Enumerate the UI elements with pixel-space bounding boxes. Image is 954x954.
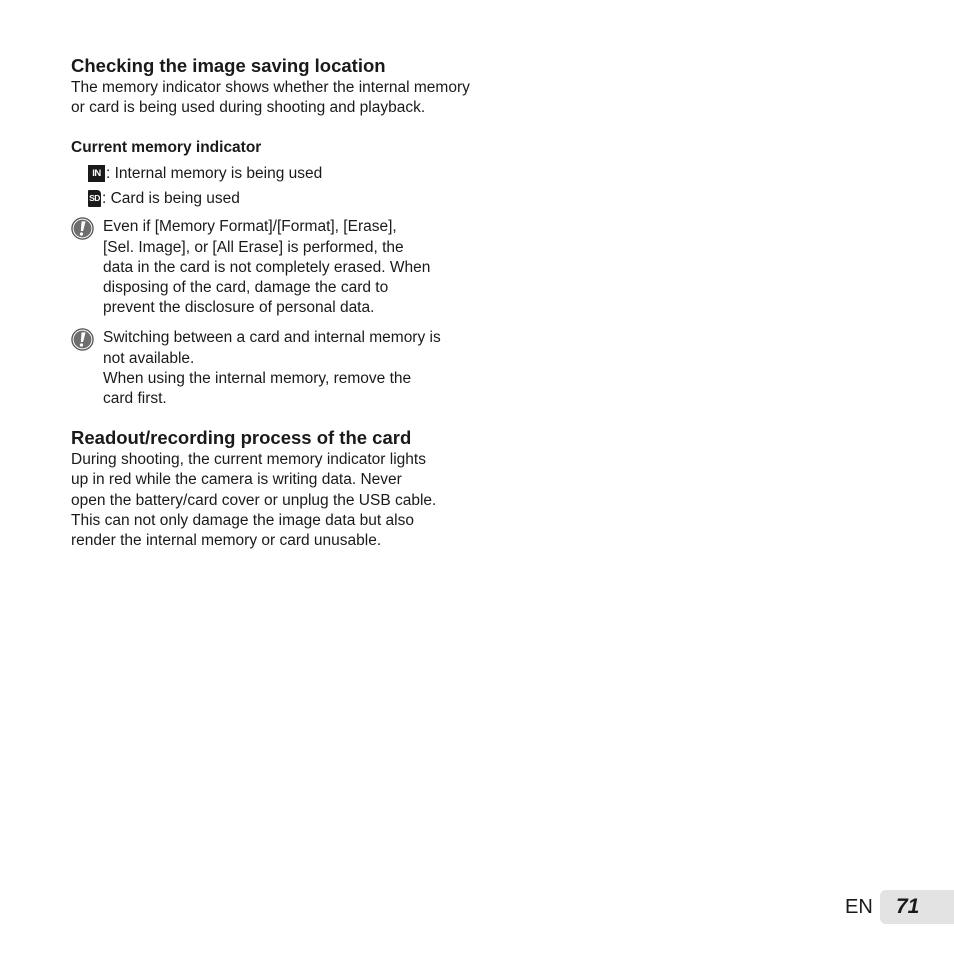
sd-card-icon: SD: [88, 190, 101, 207]
section-title-readout: Readout/recording process of the card: [71, 427, 412, 449]
note-line: not available.: [103, 349, 195, 367]
note-line: Even if [Memory Format]/[Format], [Erase],: [103, 218, 397, 236]
note-line: card first.: [103, 390, 167, 408]
note-line: data in the card is not completely erased. When: [103, 258, 431, 276]
indicator-heading: Current memory indicator: [71, 139, 262, 157]
page-number-tab: [880, 890, 954, 924]
body-line: open the battery/card cover or unplug the USB cable.: [71, 491, 437, 509]
note-switching: [71, 328, 481, 409]
note-line: Switching between a card and internal memory is: [103, 329, 441, 347]
indicator-text-internal: : Internal memory is being used: [106, 165, 323, 183]
note-switching-text: [103, 328, 481, 409]
body-line: up in red while the camera is writing data. Never: [71, 471, 402, 489]
body-line: render the internal memory or card unusable.: [71, 532, 382, 550]
caution-icon: [71, 328, 94, 351]
section-intro: [71, 78, 481, 118]
note-line: disposing of the card, damage the card to: [103, 279, 389, 297]
page-number: 71: [896, 895, 920, 918]
note-erase-text: [103, 217, 481, 318]
language-label: EN: [845, 896, 873, 918]
content-column: [71, 54, 481, 551]
indicator-text-card: : Card is being used: [102, 190, 240, 208]
note-erase: [71, 217, 481, 318]
body-line: During shooting, the current memory indicator lights: [71, 451, 426, 469]
intro-text: The memory indicator shows whether the internal memory or card is being used during shooting and playback.: [71, 79, 470, 117]
note-line: [Sel. Image], or [All Erase] is performed, the: [103, 238, 404, 256]
internal-memory-icon: IN: [88, 165, 105, 182]
indicator-item-internal: [88, 161, 481, 186]
note-line: prevent the disclosure of personal data.: [103, 299, 375, 317]
section-title-saving-location: Checking the image saving location: [71, 55, 386, 76]
note-line: When using the internal memory, remove the: [103, 369, 412, 387]
body-line: This can not only damage the image data but also: [71, 511, 414, 529]
indicator-item-card: [88, 186, 481, 211]
caution-icon: [71, 217, 94, 240]
section2-body: [71, 450, 481, 551]
